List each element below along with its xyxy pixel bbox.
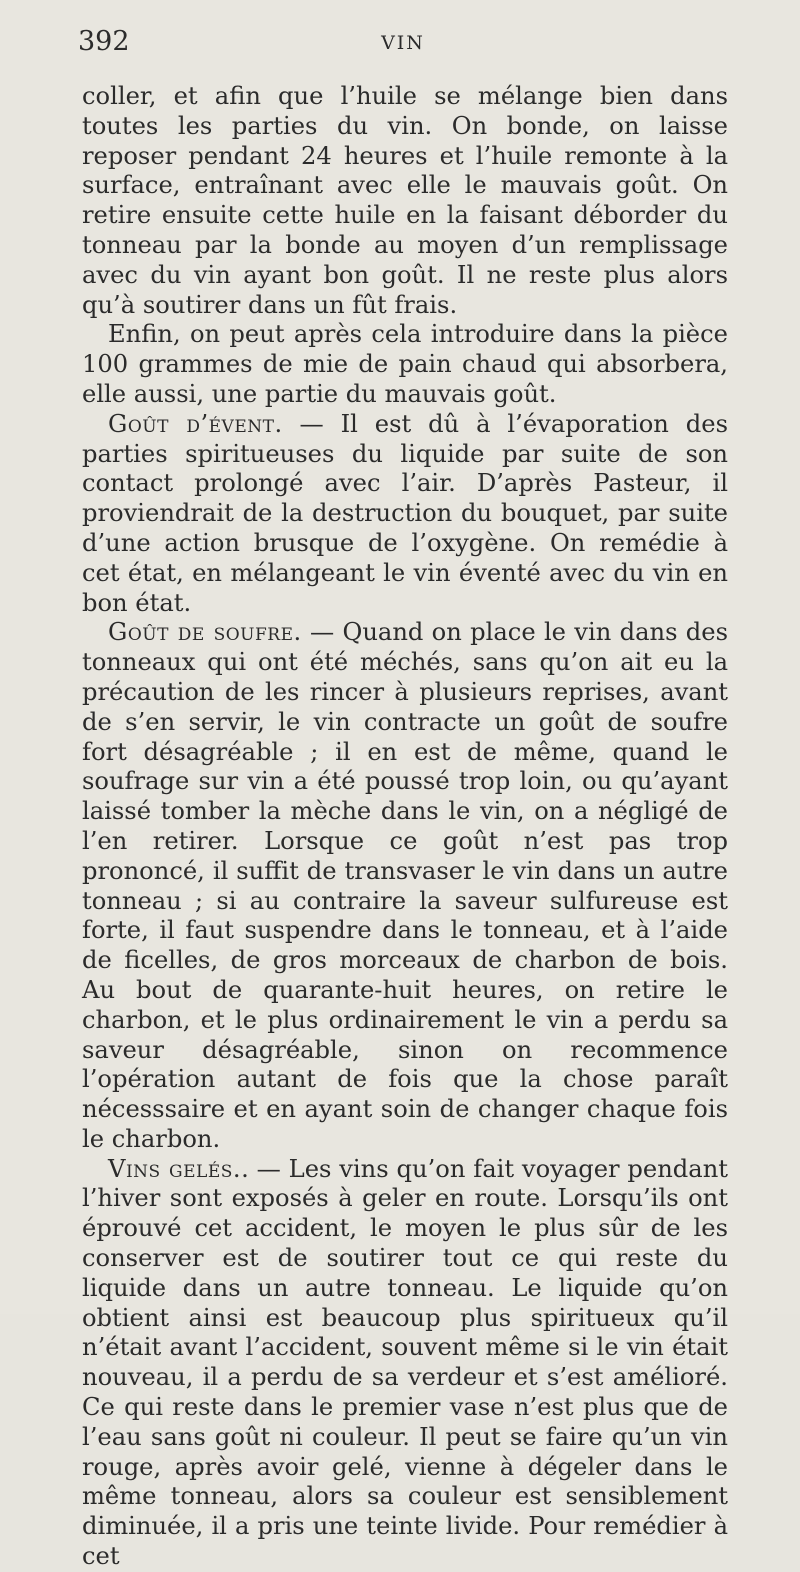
page-number: 392 (78, 26, 130, 57)
paragraph-text: . — Les vins qu’on fait voyager pendant l’hiver sont exposés à geler en route. Lorsqu’ils ont éprouvé cet accident, le moyen le plus sûr de les conserver est de soutirer tout ce qui reste du liquide dans un autre tonneau. Le liquide qu’on obtient ainsi est beaucoup plus spiritueux qu’il n’était avant l’accident, souvent même si le vin était nouveau, il a perdu de sa verdeur et s’est amélioré. Ce qui reste dans le premier vase n’est plus que de l’eau sans goût ni couleur. Il peut se faire qu’un vin rouge, après avoir gelé, vienne à dégeler dans le même tonneau, alors sa couleur est sensiblement diminuée, il a pris une teinte livide. Pour remédier à cet (82, 1154, 728, 1571)
paragraph (82, 320, 728, 409)
paragraph-text: — Il est dû à l’évaporation des parties spiritueuses du liquide par suite de son contact prolongé avec l’air. D’après Pasteur, il proviendrait de la destruction du bouquet, par suite d’une action brusque de l’oxygène. On remédie à cet état, en mélangeant le vin éventé avec du vin en bon état. (82, 409, 728, 617)
paragraph (82, 618, 728, 1154)
paragraph-text: coller, et afin que l’huile se mélange bien dans toutes les parties du vin. On bonde, on laisse reposer pendant 24 heures et l’huile remonte à la surface, entraînant avec elle le mauvais goût. On retire ensuite cette huile en la faisant déborder du tonneau par la bonde au moyen d’un remplissage avec du vin ayant bon goût. Il ne reste plus alors qu’à soutirer dans un fût frais. (82, 82, 728, 319)
section-heading: Vins gelés. (108, 1154, 242, 1183)
paragraph-text: — Quand on place le vin dans des tonneaux qui ont été méchés, sans qu’on ait eu la précaution de les rincer à plusieurs reprises, avant de s’en servir, le vin contracte un goût de soufre fort désagréable ; il en est de même, quand le soufrage sur vin a été poussé trop loin, ou qu’ayant laissé tomber la mèche dans le vin, on a négligé de l’en retirer. Lorsque ce goût n’est pas trop prononcé, il suffit de transvaser le vin dans un autre tonneau ; si au contraire la saveur sulfureuse est forte, il faut suspendre dans le tonneau, et à l’aide de ficelles, de gros morceaux de charbon de bois. Au bout de quarante-huit heures, on retire le charbon, et le plus ordinairement le vin a perdu sa saveur désagréable, sinon on recommence l’opération autant de fois que la chose paraît nécesssaire et en ayant soin de changer chaque fois le charbon. (82, 618, 728, 1153)
section-heading: Goût de soufre. (108, 618, 302, 647)
paragraph (82, 410, 728, 619)
paragraph (82, 82, 728, 320)
page-header (78, 26, 728, 66)
paragraph (82, 1155, 728, 1572)
section-heading: Goût d’évent. (108, 409, 283, 438)
paragraph-text: Enfin, on peut après cela introduire dans la pièce 100 grammes de mie de pain chaud qui absorbera, elle aussi, une partie du mauvais goût. (82, 320, 728, 408)
running-title: VIN (381, 32, 425, 54)
body-text (82, 82, 728, 1572)
